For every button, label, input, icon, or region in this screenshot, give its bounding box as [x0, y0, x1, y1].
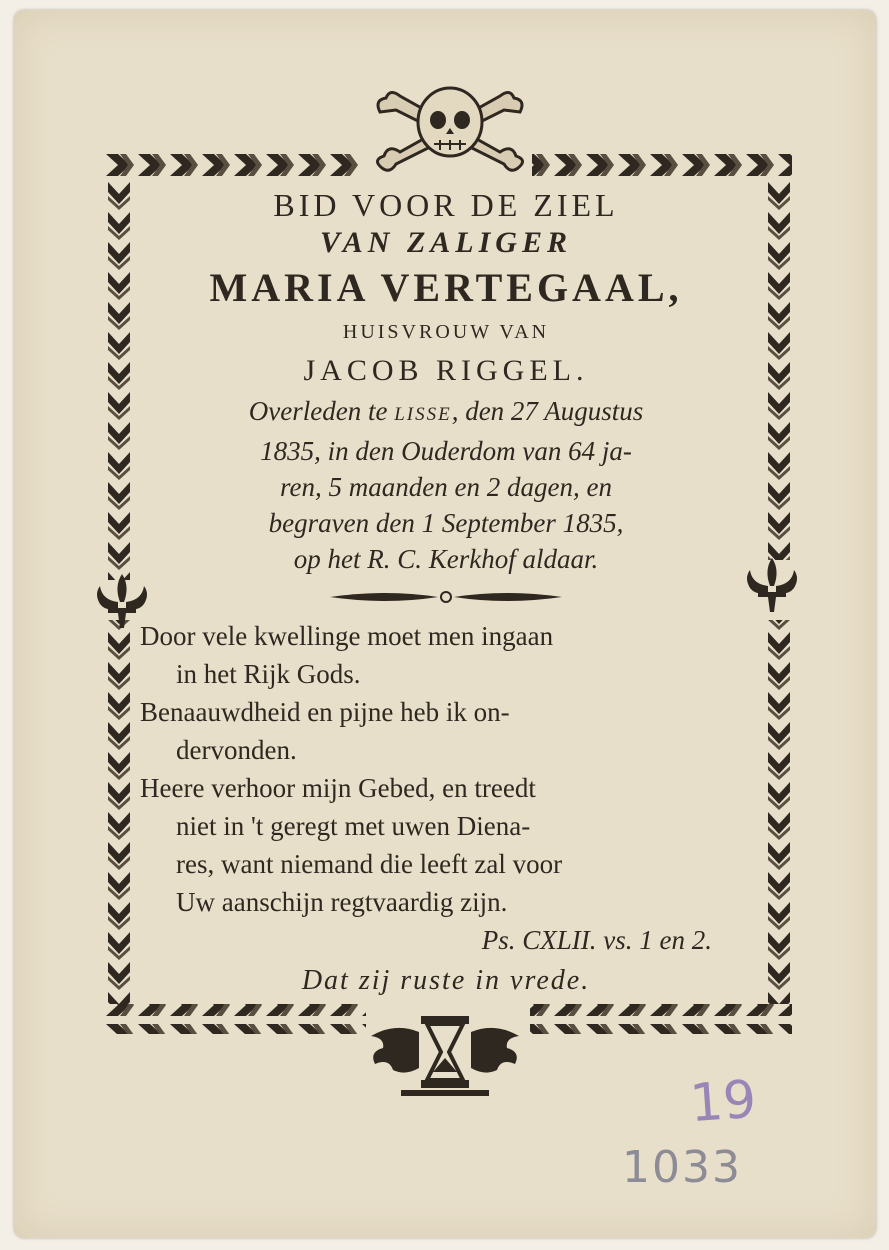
- pencil-annotation-bottom: 1033: [622, 1142, 742, 1193]
- closing-prayer: Dat zij ruste in vrede.: [301, 965, 591, 996]
- prayer-heading: BID VOOR DE ZIEL: [273, 187, 619, 223]
- ornamental-divider: [326, 589, 566, 605]
- death-line-2: 1835, in den Ouderdom van 64 ja-: [260, 436, 632, 466]
- skull-crossbones-icon: [370, 82, 530, 172]
- scripture-reference: Ps. CXLII. vs. 1 en 2.: [481, 925, 712, 955]
- death-line-4: begraven den 1 September 1835,: [268, 508, 624, 538]
- deceased-name: MARIA VERTEGAAL,: [209, 265, 683, 310]
- scripture-verse: Door vele kwellinge moet men ingaan in het Rijk Gods. Benaauwdheid en pijne heb ik on- dervonden. Heere verhoor mijn Gebed, en treedt niet in 't geregt met uwen Diena- res, want niemand die leeft zal voor Uw aanschijn regtvaardig zijn.: [140, 621, 563, 917]
- hourglass-wings-icon: [365, 1012, 525, 1098]
- spouse-name: JACOB RIGGEL.: [303, 354, 589, 387]
- prayer-subheading: VAN ZALIGER: [320, 226, 572, 259]
- death-line-5: op het R. C. Kerkhof aldaar.: [293, 544, 599, 574]
- pencil-annotation-top: 19: [687, 1069, 759, 1135]
- card-text: [140, 185, 752, 1003]
- death-line-1: Overleden te LISSE, den 27 Augustus: [248, 396, 644, 426]
- fleur-de-lis-icon: [744, 556, 800, 614]
- death-line-3: ren, 5 maanden en 2 dagen, en: [280, 472, 612, 502]
- relation-label: HUISVROUW VAN: [342, 321, 550, 343]
